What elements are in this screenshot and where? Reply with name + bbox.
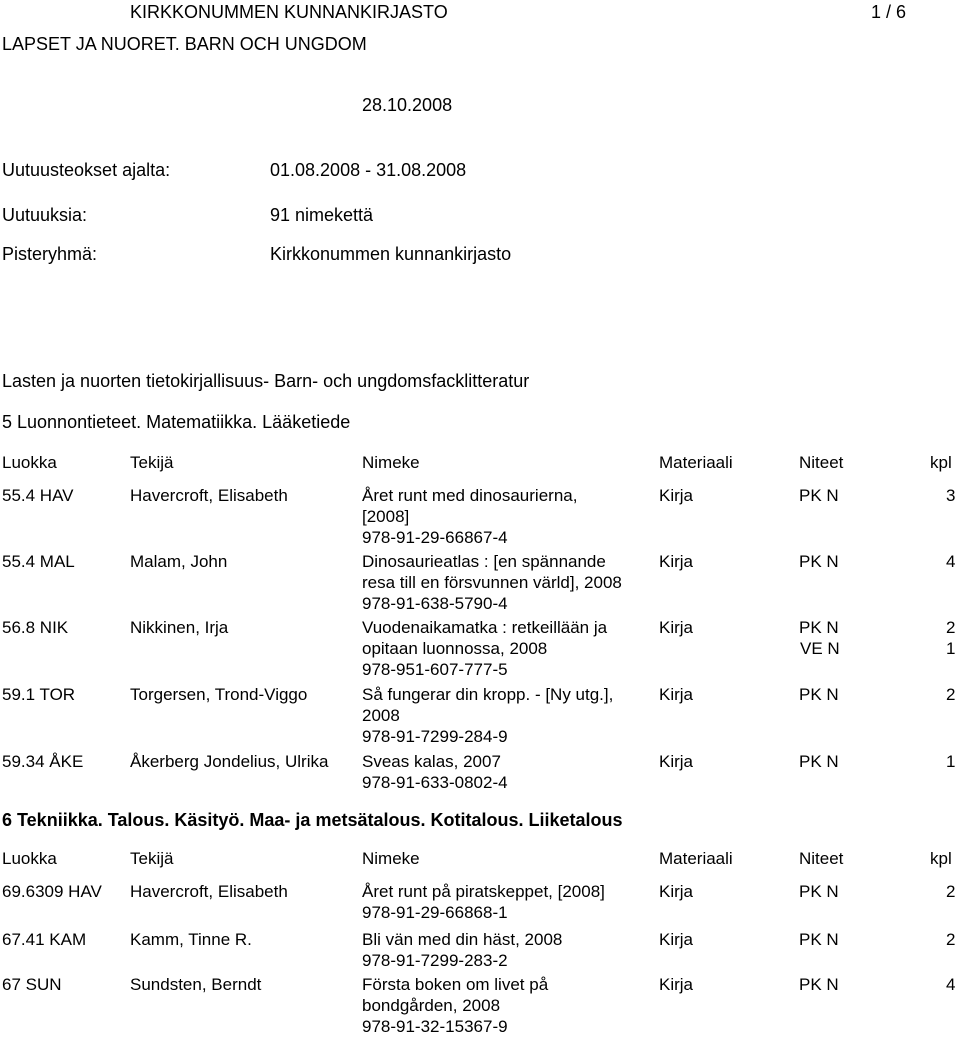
row-nimeke-line: [2008]: [362, 507, 410, 526]
library-name: KIRKKONUMMEN KUNNANKIRJASTO: [130, 2, 448, 22]
row-materiaali: Kirja: [659, 752, 694, 771]
row-luokka: 56.8 NIK: [2, 618, 69, 637]
row-nimeke: [362, 751, 508, 793]
row-niteet: PK N: [799, 486, 839, 505]
column-header-nimeke: Nimeke: [362, 453, 420, 472]
count-value: 91 nimekettä: [270, 205, 374, 225]
row-kpl: 4: [946, 975, 956, 994]
column-header-luokka: Luokka: [2, 849, 57, 868]
row-materiaali: Kirja: [659, 685, 694, 704]
row-luokka: 67 SUN: [2, 975, 62, 994]
row-isbn: 978-91-633-0802-4: [362, 773, 508, 792]
count-label: Uutuuksia:: [2, 205, 88, 225]
column-header-luokka: Luokka: [2, 453, 57, 472]
row-niteet: PK N: [799, 930, 839, 949]
row-nimeke-line: resa till en försvunnen värld], 2008: [362, 573, 622, 592]
row-luokka: 59.1 TOR: [2, 685, 76, 704]
row-materiaali: Kirja: [659, 552, 694, 571]
row-nimeke: [362, 485, 577, 548]
group-value: Kirkkonummen kunnankirjasto: [270, 244, 512, 264]
row-kpl-line: 1: [946, 639, 956, 658]
row-kpl: [946, 617, 955, 659]
row-nimeke-line: Vuodenaikamatka : retkeillään ja: [362, 618, 608, 637]
column-header-materiaali: Materiaali: [659, 849, 733, 868]
row-nimeke-line: Första boken om livet på: [362, 975, 549, 994]
row-materiaali: Kirja: [659, 930, 694, 949]
row-materiaali: Kirja: [659, 486, 694, 505]
row-luokka: 59.34 ÅKE: [2, 752, 84, 771]
row-nimeke: [362, 974, 548, 1037]
row-isbn: 978-91-638-5790-4: [362, 594, 508, 613]
row-tekija: Åkerberg Jondelius, Ulrika: [130, 752, 329, 771]
row-tekija: Havercroft, Elisabeth: [130, 882, 288, 901]
row-nimeke-line: Så fungerar din kropp. - [Ny utg.],: [362, 685, 614, 704]
row-niteet: PK N: [799, 752, 839, 771]
column-header-niteet: Niteet: [799, 453, 844, 472]
row-materiaali: Kirja: [659, 618, 694, 637]
column-header-kpl: kpl: [930, 453, 952, 472]
row-tekija: Nikkinen, Irja: [130, 618, 229, 637]
row-materiaali: Kirja: [659, 975, 694, 994]
row-isbn: 978-91-7299-284-9: [362, 727, 508, 746]
row-niteet: [799, 617, 840, 659]
section-title: 5 Luonnontieteet. Matematiikka. Lääketiede: [2, 412, 351, 432]
row-nimeke-line: Sveas kalas, 2007: [362, 752, 501, 771]
row-kpl: 4: [946, 552, 956, 571]
row-isbn: 978-91-32-15367-9: [362, 1017, 508, 1036]
row-kpl: 3: [946, 486, 956, 505]
row-nimeke: [362, 929, 562, 971]
row-nimeke-line: opitaan luonnossa, 2008: [362, 639, 548, 658]
row-nimeke-line: Året runt på piratskeppet, [2008]: [362, 882, 605, 901]
row-nimeke: [362, 617, 607, 680]
column-header-tekija: Tekijä: [130, 453, 174, 472]
row-isbn: 978-91-29-66867-4: [362, 528, 508, 547]
row-tekija: Torgersen, Trond-Viggo: [130, 685, 308, 704]
row-nimeke-line: 2008: [362, 706, 400, 725]
row-luokka: 55.4 MAL: [2, 552, 75, 571]
period-value: 01.08.2008 - 31.08.2008: [270, 160, 467, 180]
column-header-materiaali: Materiaali: [659, 453, 733, 472]
page-number: 1 / 6: [871, 2, 907, 22]
row-isbn: 978-91-7299-283-2: [362, 951, 508, 970]
row-nimeke: [362, 551, 622, 614]
period-label: Uutuusteokset ajalta:: [2, 160, 171, 180]
row-kpl: 2: [946, 882, 956, 901]
report-date: 28.10.2008: [362, 95, 453, 115]
row-tekija: Kamm, Tinne R.: [130, 930, 252, 949]
row-niteet: PK N: [799, 975, 839, 994]
row-niteet: PK N: [799, 685, 839, 704]
department-title: LAPSET JA NUORET. BARN OCH UNGDOM: [2, 34, 367, 54]
row-kpl-line: 2: [946, 618, 956, 637]
row-materiaali: Kirja: [659, 882, 694, 901]
row-tekija: Malam, John: [130, 552, 228, 571]
column-header-kpl: kpl: [930, 849, 952, 868]
row-nimeke-line: Bli vän med din häst, 2008: [362, 930, 563, 949]
row-niteet: PK N: [799, 552, 839, 571]
row-isbn: 978-91-29-66868-1: [362, 903, 508, 922]
row-nimeke-line: bondgården, 2008: [362, 996, 501, 1015]
group-label: Pisteryhmä:: [2, 244, 98, 264]
row-isbn: 978-951-607-777-5: [362, 660, 508, 679]
row-nimeke: [362, 684, 613, 747]
row-nimeke: [362, 881, 605, 923]
row-nimeke-line: Året runt med dinosaurierna,: [362, 486, 578, 505]
row-niteet: PK N: [799, 882, 839, 901]
column-header-nimeke: Nimeke: [362, 849, 420, 868]
row-kpl: 1: [946, 752, 956, 771]
column-header-tekija: Tekijä: [130, 849, 174, 868]
row-luokka: 69.6309 HAV: [2, 882, 102, 901]
row-kpl: 2: [946, 930, 956, 949]
row-nimeke-line: Dinosaurieatlas : [en spännande: [362, 552, 606, 571]
category-title: Lasten ja nuorten tietokirjallisuus- Barn- och ungdomsfacklitteratur: [2, 371, 530, 391]
row-kpl: 2: [946, 685, 956, 704]
row-niteet-line: VE N: [800, 639, 840, 658]
row-tekija: Havercroft, Elisabeth: [130, 486, 288, 505]
section-title: 6 Tekniikka. Talous. Käsityö. Maa- ja metsätalous. Kotitalous. Liiketalous: [2, 810, 623, 830]
row-luokka: 55.4 HAV: [2, 486, 74, 505]
column-header-niteet: Niteet: [799, 849, 844, 868]
row-tekija: Sundsten, Berndt: [130, 975, 262, 994]
row-niteet-line: PK N: [799, 618, 839, 637]
row-luokka: 67.41 KAM: [2, 930, 87, 949]
